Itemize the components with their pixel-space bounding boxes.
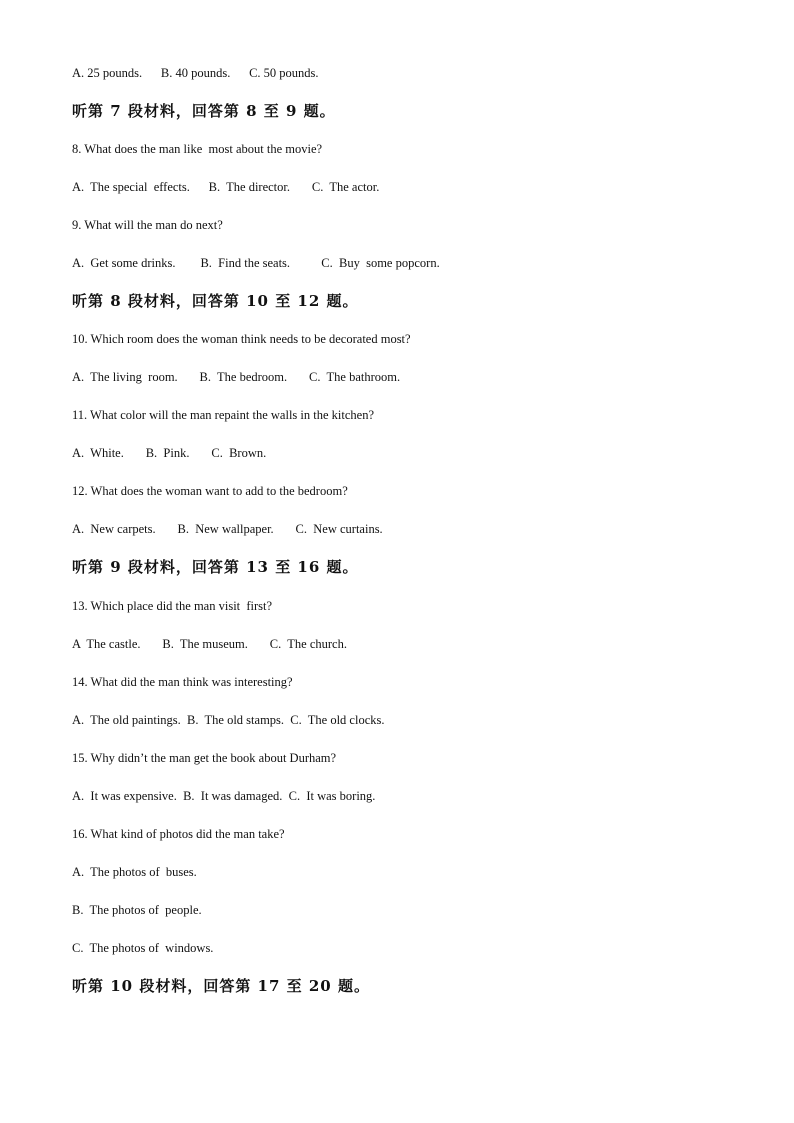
question-13: 13. Which place did the man visit first? xyxy=(72,599,273,613)
q13-options: A The castle. B. The museum. C. The church. xyxy=(72,637,347,651)
question-14: 14. What did the man think was interesting? xyxy=(72,675,293,689)
question-8: 8. What does the man like most about the movie? xyxy=(72,142,323,156)
section-heading-7: 听第 7 段材料，回答第 8 至 9 题。 xyxy=(72,102,336,120)
q15-options: A. It was expensive. B. It was damaged. C. It was boring. xyxy=(72,789,376,803)
section-heading-8: 听第 8 段材料，回答第 10 至 12 题。 xyxy=(72,292,359,310)
q14-options: A. The old paintings. B. The old stamps. C. The old clocks. xyxy=(72,713,385,727)
q12-options: A. New carpets. B. New wallpaper. C. New curtains. xyxy=(72,522,383,536)
question-16: 16. What kind of photos did the man take? xyxy=(72,827,285,841)
question-11: 11. What color will the man repaint the walls in the kitchen? xyxy=(72,408,374,422)
q16-option-c: C. The photos of windows. xyxy=(72,941,214,955)
q16-option-a: A. The photos of buses. xyxy=(72,865,197,879)
q8-options: A. The special effects. B. The director. C. The actor. xyxy=(72,180,380,194)
q11-options: A. White. B. Pink. C. Brown. xyxy=(72,446,267,460)
question-10: 10. Which room does the woman think needs to be decorated most? xyxy=(72,332,411,346)
q10-options: A. The living room. B. The bedroom. C. The bathroom. xyxy=(72,370,401,384)
q7-options: A. 25 pounds. B. 40 pounds. C. 50 pounds. xyxy=(72,66,319,80)
q9-options: A. Get some drinks. B. Find the seats. C. Buy some popcorn. xyxy=(72,256,440,270)
question-15: 15. Why didn’t the man get the book about Durham? xyxy=(72,751,337,765)
section-heading-9: 听第 9 段材料，回答第 13 至 16 题。 xyxy=(72,558,359,576)
section-heading-10: 听第 10 段材料，回答第 17 至 20 题。 xyxy=(72,977,370,995)
question-9: 9. What will the man do next? xyxy=(72,218,223,232)
q16-option-b: B. The photos of people. xyxy=(72,903,202,917)
question-12: 12. What does the woman want to add to the bedroom? xyxy=(72,484,348,498)
